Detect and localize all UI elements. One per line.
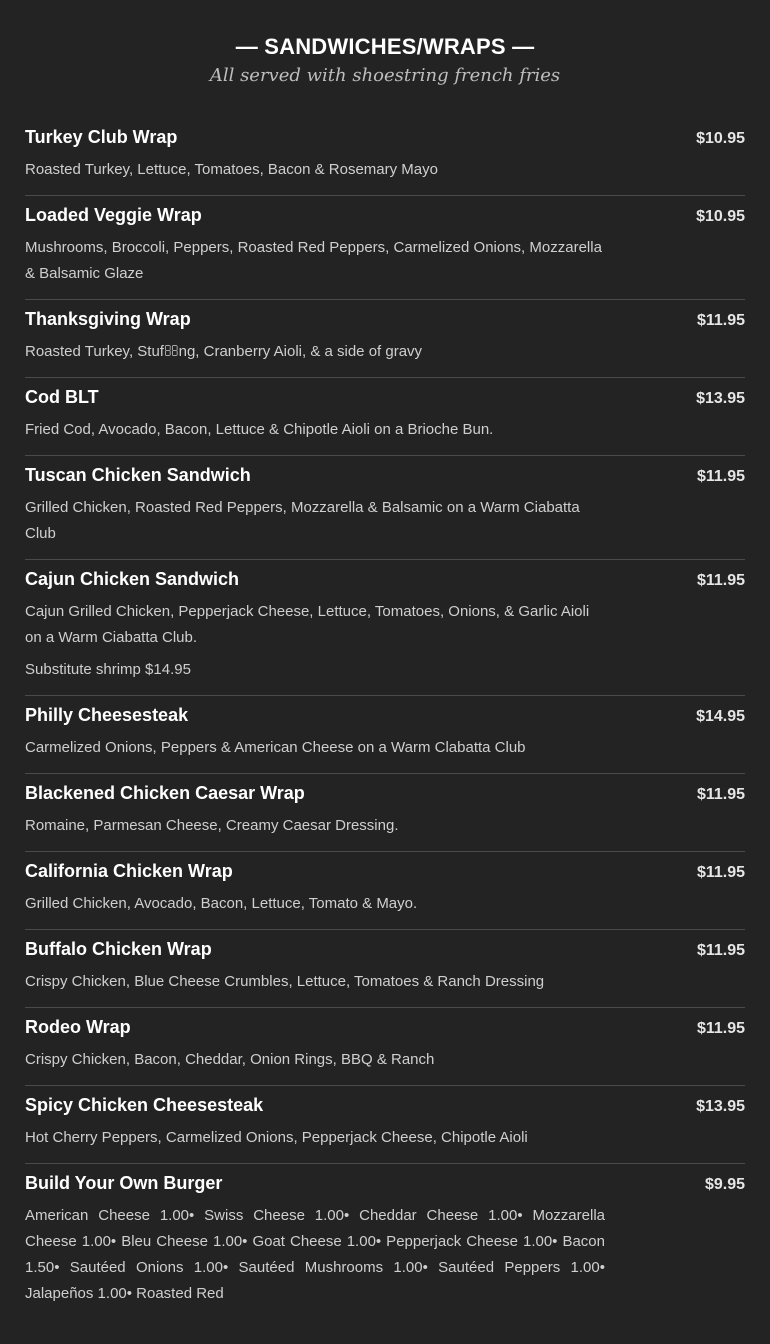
menu-item-description: Crispy Chicken, Blue Cheese Crumbles, Lettuce, Tomatoes & Ranch Dressing [25, 973, 545, 990]
menu-item-description: Romaine, Parmesan Cheese, Creamy Caesar Dressing. [25, 817, 399, 834]
menu-item-price: $9.95 [704, 1176, 745, 1193]
menu-item [25, 774, 745, 852]
menu-item [25, 118, 745, 196]
menu-item-price: $13.95 [696, 1098, 745, 1115]
section-title: — SANDWICHES/WRAPS — [235, 34, 535, 59]
menu-item [25, 378, 745, 456]
menu-item-price: $11.95 [696, 468, 745, 485]
menu-item-name: Loaded Veggie Wrap [25, 205, 202, 225]
menu-item-name: Philly Cheesesteak [25, 705, 189, 725]
menu-item [25, 1086, 745, 1164]
menu-item-price: $10.95 [696, 130, 745, 147]
menu-item-substitution-note: Substitute shrimp $14.95 [25, 661, 191, 678]
menu-item-description: Fried Cod, Avocado, Bacon, Lettuce & Chipotle Aioli on a Brioche Bun. [25, 421, 494, 438]
section-subtitle: All served with shoestring french fries [209, 65, 561, 86]
menu-item-description: Grilled Chicken, Roasted Red Peppers, Mozzarella & Balsamic on a Warm Ciabatta Club [25, 499, 580, 542]
menu-item-name: Build Your Own Burger [25, 1173, 223, 1193]
menu-item-name: Rodeo Wrap [25, 1017, 131, 1037]
menu-section [25, 33, 745, 1319]
menu-item-header [25, 781, 745, 805]
menu-item-name: Spicy Chicken Cheesesteak [25, 1095, 264, 1115]
menu-item-header [25, 1093, 745, 1117]
menu-item [25, 560, 745, 696]
menu-item-header [25, 1171, 745, 1195]
menu-item-description: Hot Cherry Peppers, Carmelized Onions, Pepperjack Cheese, Chipotle Aioli [25, 1129, 528, 1146]
menu-item-name: Cajun Chicken Sandwich [25, 569, 240, 589]
menu-item-header [25, 567, 745, 591]
menu-item-description: Crispy Chicken, Bacon, Cheddar, Onion Rings, BBQ & Ranch [25, 1051, 435, 1068]
menu-item [25, 1008, 745, 1086]
menu-item-description: Carmelized Onions, Peppers & American Cheese on a Warm Clabatta Club [25, 739, 526, 756]
menu-item-description: Mushrooms, Broccoli, Peppers, Roasted Red Peppers, Carmelized Onions, Mozzarella & Balsamic Glaze [25, 239, 602, 282]
menu-item-name: Cod BLT [25, 387, 99, 407]
menu-item [25, 930, 745, 1008]
menu-item-header [25, 203, 745, 227]
menu-item-name: Thanksgiving Wrap [25, 309, 191, 329]
menu-item [25, 300, 745, 378]
menu-item-header [25, 307, 745, 331]
menu-item-name: Buffalo Chicken Wrap [25, 939, 212, 959]
menu-item-description: Grilled Chicken, Avocado, Bacon, Lettuce, Tomato & Mayo. [25, 895, 418, 912]
menu-item-description: American Cheese 1.00• Swiss Cheese 1.00• Cheddar Cheese 1.00• Mozzarella Cheese 1.00• Bleu Cheese 1.00• Goat Cheese 1.00• Pepperjack Cheese 1.00• Bacon 1.50• Sautéed Onions 1.00• Sautéed Mushrooms 1.00• Sautéed Peppers 1.00• Jalapeños 1.00• Roasted Red [25, 1207, 605, 1302]
menu-item-header [25, 859, 745, 883]
menu-item-name: California Chicken Wrap [25, 861, 233, 881]
menu-item-name: Turkey Club Wrap [25, 127, 178, 147]
menu-item-description: Roasted Turkey, Stuf ng, Cranberry Aioli, & a side of gravy [25, 343, 412, 360]
menu-item-list [25, 118, 745, 1319]
menu-item-price: $13.95 [696, 390, 745, 407]
menu-item-price: $11.95 [696, 942, 745, 959]
menu-item [25, 852, 745, 930]
menu-item-price: $11.95 [696, 312, 745, 329]
menu-item [25, 456, 745, 560]
menu-item-price: $10.95 [696, 208, 745, 225]
menu-item-header [25, 463, 745, 487]
menu-item-description: Roasted Turkey, Lettuce, Tomatoes, Bacon & Rosemary Mayo [25, 161, 438, 178]
menu-item-header [25, 125, 745, 149]
menu-item-header [25, 703, 745, 727]
menu-item-price: $11.95 [696, 1020, 745, 1037]
menu-item-name: Blackened Chicken Caesar Wrap [25, 783, 305, 803]
menu-item [25, 1164, 745, 1319]
menu-item-price: $11.95 [696, 572, 745, 589]
menu-item-header [25, 937, 745, 961]
menu-item [25, 696, 745, 774]
menu-item-description: Cajun Grilled Chicken, Pepperjack Cheese, Lettuce, Tomatoes, Onions, & Garlic Aioli on a Warm Ciabatta Club. [25, 603, 590, 646]
menu-item [25, 196, 745, 300]
menu-item-header [25, 385, 745, 409]
menu-item-header [25, 1015, 745, 1039]
menu-item-name: Tuscan Chicken Sandwich [25, 465, 251, 485]
menu-item-price: $14.95 [696, 708, 745, 725]
menu-item-price: $11.95 [696, 786, 745, 803]
menu-item-price: $11.95 [696, 864, 745, 881]
